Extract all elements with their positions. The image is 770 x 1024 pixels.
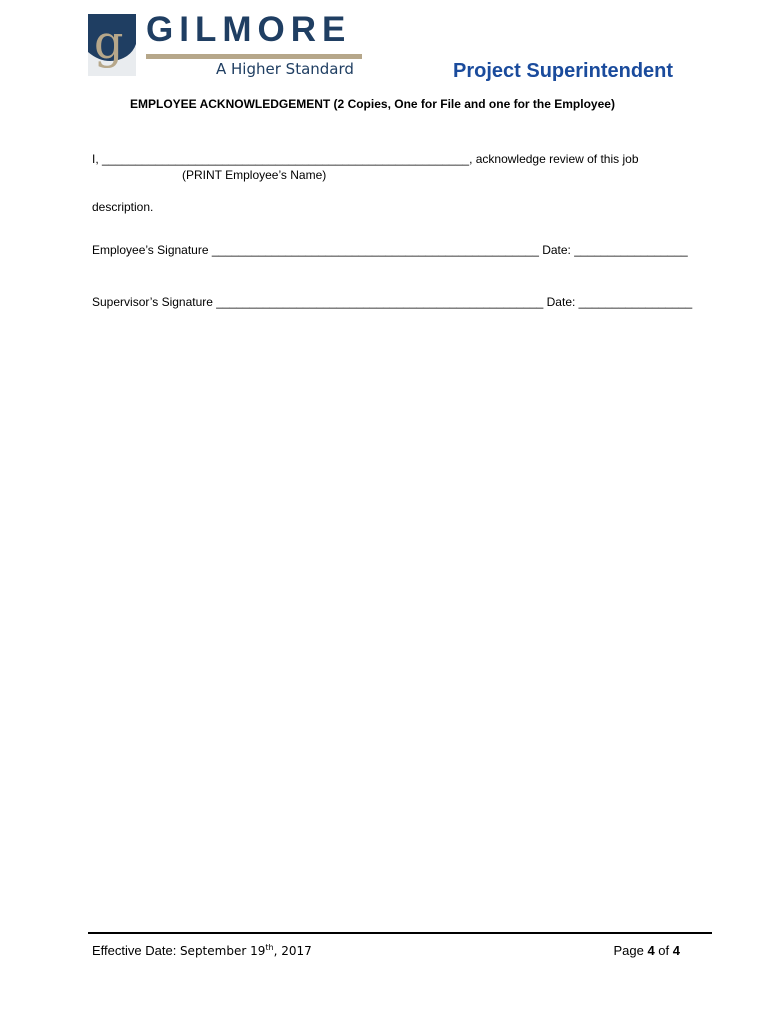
supervisor-signature-line: Supervisor’s Signature _________________________________________________ Date: _________________ <box>92 295 693 309</box>
svg-text:g: g <box>94 15 124 69</box>
acknowledgement-continuation: description. <box>92 200 154 214</box>
employee-signature-line: Employee’s Signature _________________________________________________ Date: _________________ <box>92 243 688 257</box>
name-caption: (PRINT Employee’s Name) <box>182 168 327 182</box>
page-number: Page 4 of 4 <box>613 943 680 958</box>
company-logo <box>88 10 364 78</box>
acknowledgement-line: I, _______________________________________________________, acknowledge review of this job <box>92 152 639 166</box>
gilmore-g-monogram-icon <box>88 14 136 76</box>
footer-rule <box>88 932 712 934</box>
effective-date-label: Effective Date: <box>92 943 177 958</box>
document-title: Project Superintendent <box>453 60 674 82</box>
logo-tagline: A Higher Standard <box>216 60 354 78</box>
effective-date-value: September 19th, 2017 <box>179 943 312 958</box>
logo-rule <box>146 54 362 59</box>
effective-date <box>92 943 312 958</box>
section-heading: EMPLOYEE ACKNOWLEDGEMENT (2 Copies, One for File and one for the Employee) <box>130 97 615 111</box>
logo-wordmark: GILMORE <box>146 10 352 49</box>
